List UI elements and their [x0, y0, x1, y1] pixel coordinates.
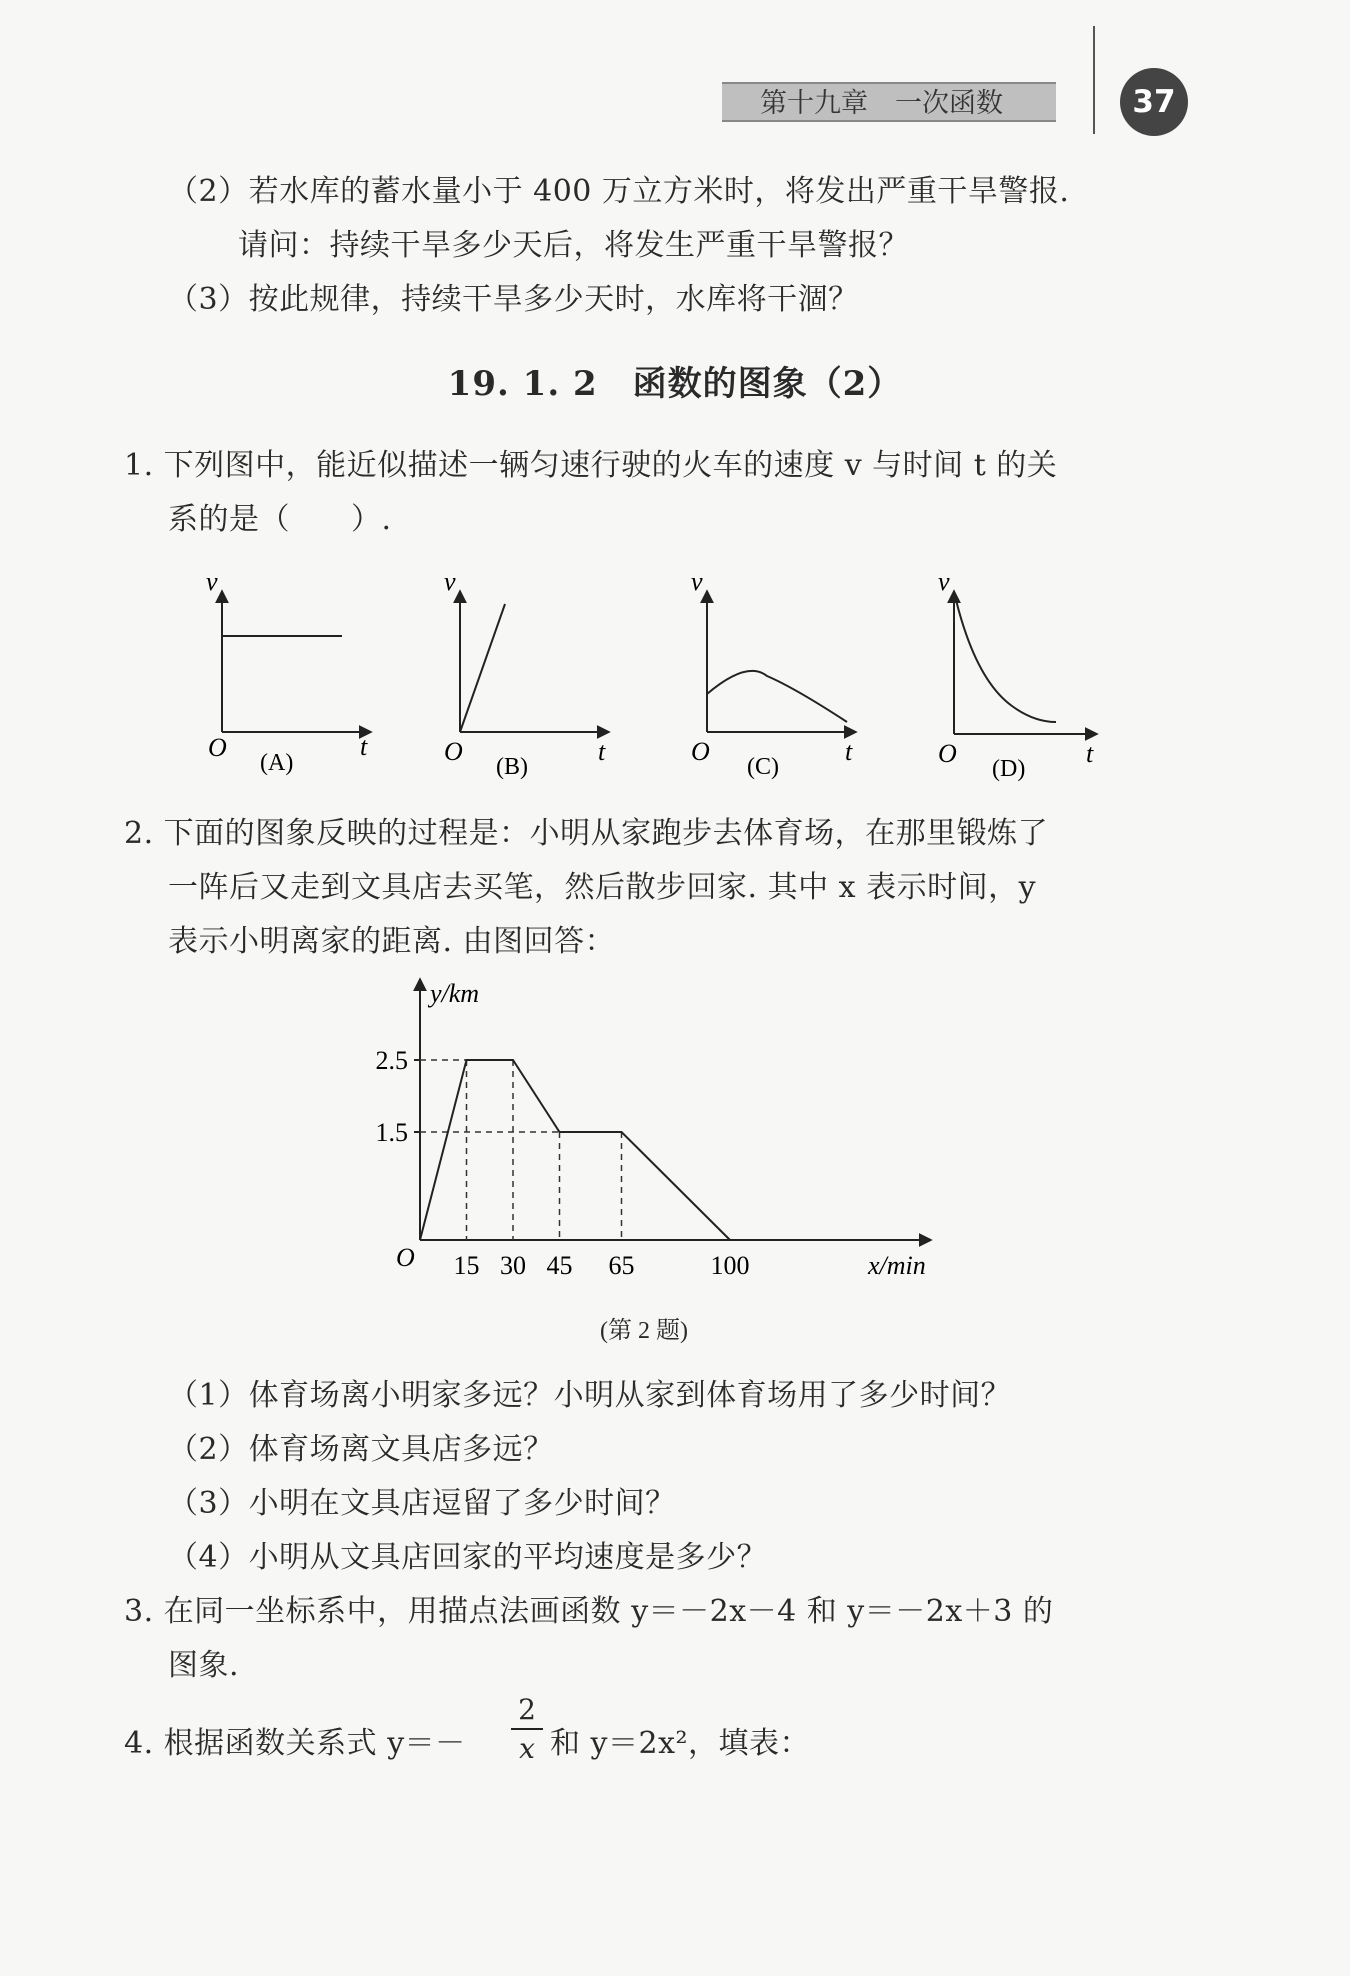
b-axis-t: t: [598, 737, 606, 766]
graph-option-a: [206, 570, 370, 776]
y-tick-label: 2.5: [375, 1046, 408, 1075]
x-tick-label: 100: [710, 1251, 750, 1280]
b-increasing-line: [460, 604, 505, 732]
fraction-2-over-x: [507, 1693, 547, 1765]
problem-2-line3: 表示小明离家的距离. 由图回答：: [168, 924, 616, 959]
graph-option-c: [691, 570, 855, 780]
problem-2-sub2: （2）体育场离文具店多远？: [168, 1432, 554, 1467]
problem-4-post: 和 y＝2x²，填表：: [550, 1726, 811, 1761]
x-tick-label: 30: [500, 1251, 526, 1280]
d-origin: O: [938, 739, 957, 768]
fraction-numerator: 2: [518, 1693, 536, 1726]
problem-1-line1: 1. 下列图中，能近似描述一辆匀速行驶的火车的速度 v 与时间 t 的关: [124, 448, 1058, 483]
c-option-label: (C): [747, 754, 779, 780]
d-axis-v: v: [938, 570, 950, 596]
c-axis-t: t: [845, 737, 853, 766]
problem-4-pre: 4. 根据函数关系式 y＝－: [124, 1726, 466, 1761]
prev-q2-line1: （2）若水库的蓄水量小于 400 万立方米时，将发出严重干旱警报.: [168, 174, 1070, 209]
d-axis-t: t: [1086, 739, 1094, 768]
y-axis-label: y/km: [430, 979, 480, 1008]
c-curve: [707, 671, 847, 722]
prev-q3-line: （3）按此规律，持续干旱多少天时，水库将干涸？: [168, 282, 859, 317]
problem-1-line2: 系的是（ ）.: [168, 502, 392, 537]
problem-2-line1: 2. 下面的图象反映的过程是：小明从家跑步去体育场，在那里锻炼了: [124, 816, 1049, 851]
problem-1-option-graphs: [190, 570, 1130, 790]
c-origin: O: [691, 737, 710, 766]
b-axis-v: v: [444, 570, 456, 596]
chart-origin: O: [396, 1243, 415, 1272]
prev-q2-line2: 请问：持续干旱多少天后，将发生严重干旱警报？: [238, 228, 909, 263]
section-title: 19. 1. 2 函数的图象（2）: [447, 364, 903, 404]
graph-option-d: [938, 570, 1096, 782]
graph-option-b: [444, 570, 608, 780]
problem-2-line2: 一阵后又走到文具店去买笔，然后散步回家. 其中 x 表示时间，y: [168, 870, 1037, 905]
page-number-badge: 37: [1120, 68, 1188, 136]
header-divider: [1093, 26, 1095, 134]
b-option-label: (B): [496, 754, 528, 780]
problem-3-line1: 3. 在同一坐标系中，用描点法画函数 y＝－2x－4 和 y＝－2x＋3 的: [124, 1594, 1054, 1629]
x-tick-label: 45: [546, 1251, 573, 1280]
problem-2-sub4: （4）小明从文具店回家的平均速度是多少？: [168, 1540, 768, 1575]
x-tick-label: 15: [453, 1251, 480, 1280]
x-tick-label: 65: [608, 1251, 635, 1280]
d-option-label: (D): [992, 756, 1026, 782]
problem-2-sub1: （1）体育场离小明家多远？小明从家到体育场用了多少时间？: [168, 1378, 1012, 1413]
figure-caption: (第 2 题): [600, 1318, 688, 1344]
fraction-denominator: x: [519, 1732, 535, 1765]
problem-3-line2: 图象.: [168, 1648, 240, 1683]
d-curve: [956, 600, 1056, 722]
a-axis-t: t: [360, 732, 368, 761]
x-axis-label: x/min: [868, 1251, 926, 1280]
a-origin: O: [208, 733, 227, 762]
b-origin: O: [444, 737, 463, 766]
c-axis-v: v: [691, 570, 703, 596]
problem-2-sub3: （3）小明在文具店逗留了多少时间？: [168, 1486, 676, 1521]
a-option-label: (A): [260, 750, 294, 776]
chapter-header: 第十九章 一次函数: [722, 82, 1056, 122]
a-axis-v: v: [206, 570, 218, 596]
y-tick-label: 1.5: [375, 1118, 408, 1147]
problem-2-distance-time-chart: [340, 970, 960, 1290]
